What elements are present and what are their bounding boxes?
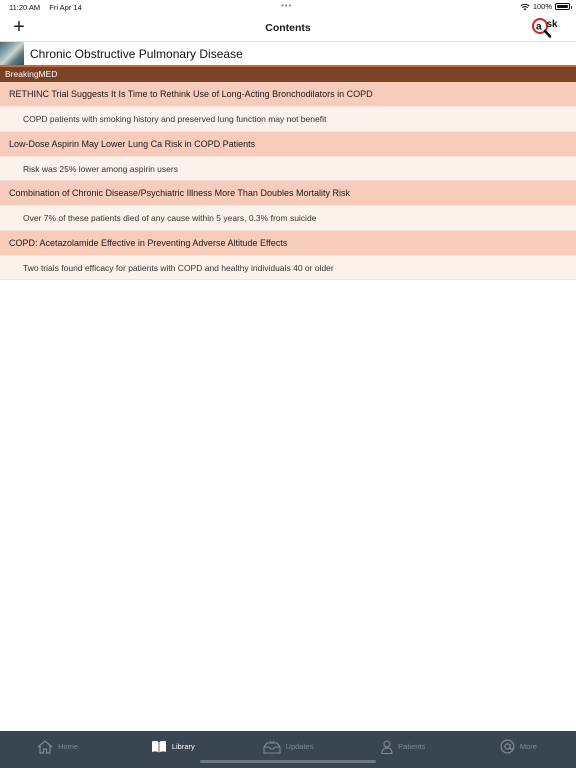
ask-logo-icon [530,16,564,40]
at-icon [500,739,515,754]
article-summary[interactable]: Over 7% of these patients died of any cause within 5 years, 0.3% from suicide [0,206,576,231]
multitasking-dots[interactable]: ••• [281,1,293,10]
tab-label: More [519,742,537,751]
section-header: BreakingMED [0,67,576,82]
ask-logo-text: sk [546,19,558,30]
add-button[interactable]: + [13,16,25,38]
wifi-icon [520,3,530,11]
topic-title: Chronic Obstructive Pulmonary Disease [30,47,243,61]
inbox-icon [263,740,281,754]
person-icon [381,740,393,754]
ask-search-button[interactable] [530,16,564,40]
topic-thumbnail [0,42,24,66]
article-headline[interactable]: Low-Dose Aspirin May Lower Lung Ca Risk in COPD Patients [0,132,576,157]
topic-header [0,42,576,66]
home-icon [37,740,53,754]
status-date: Fri Apr 14 [49,3,82,12]
status-right [520,2,570,11]
status-time: 11:20 AM [9,3,41,12]
article-headline[interactable]: Combination of Chronic Disease/Psychiatric Illness More Than Doubles Mortality Risk [0,181,576,206]
battery-percent: 100% [532,2,552,11]
battery-level [557,5,568,8]
tab-more[interactable] [461,731,576,768]
battery-icon [555,3,570,10]
status-bar [0,0,576,14]
article-headline[interactable]: COPD: Acetazolamide Effective in Preventing Adverse Altitude Effects [0,231,576,256]
status-left [9,3,89,12]
tab-label: Library [171,742,195,751]
nav-bar [0,14,576,42]
article-summary[interactable]: Two trials found efficacy for patients with COPD and healthy individuals 40 or older [0,256,576,281]
article-summary[interactable]: Risk was 25% lower among aspirin users [0,157,576,182]
tab-label: Patients [398,742,426,751]
tab-label: Updates [285,742,314,751]
page-title: Contents [265,22,311,34]
tab-home[interactable] [0,731,115,768]
home-indicator[interactable] [200,760,376,763]
article-summary[interactable]: COPD patients with smoking history and preserved lung function may not benefit [0,107,576,132]
svg-text:a: a [536,21,542,33]
article-list [0,82,576,280]
book-icon [151,740,167,753]
article-headline[interactable]: RETHINC Trial Suggests It Is Time to Rethink Use of Long-Acting Bronchodilators in COPD [0,82,576,107]
tab-label: Home [58,742,79,751]
